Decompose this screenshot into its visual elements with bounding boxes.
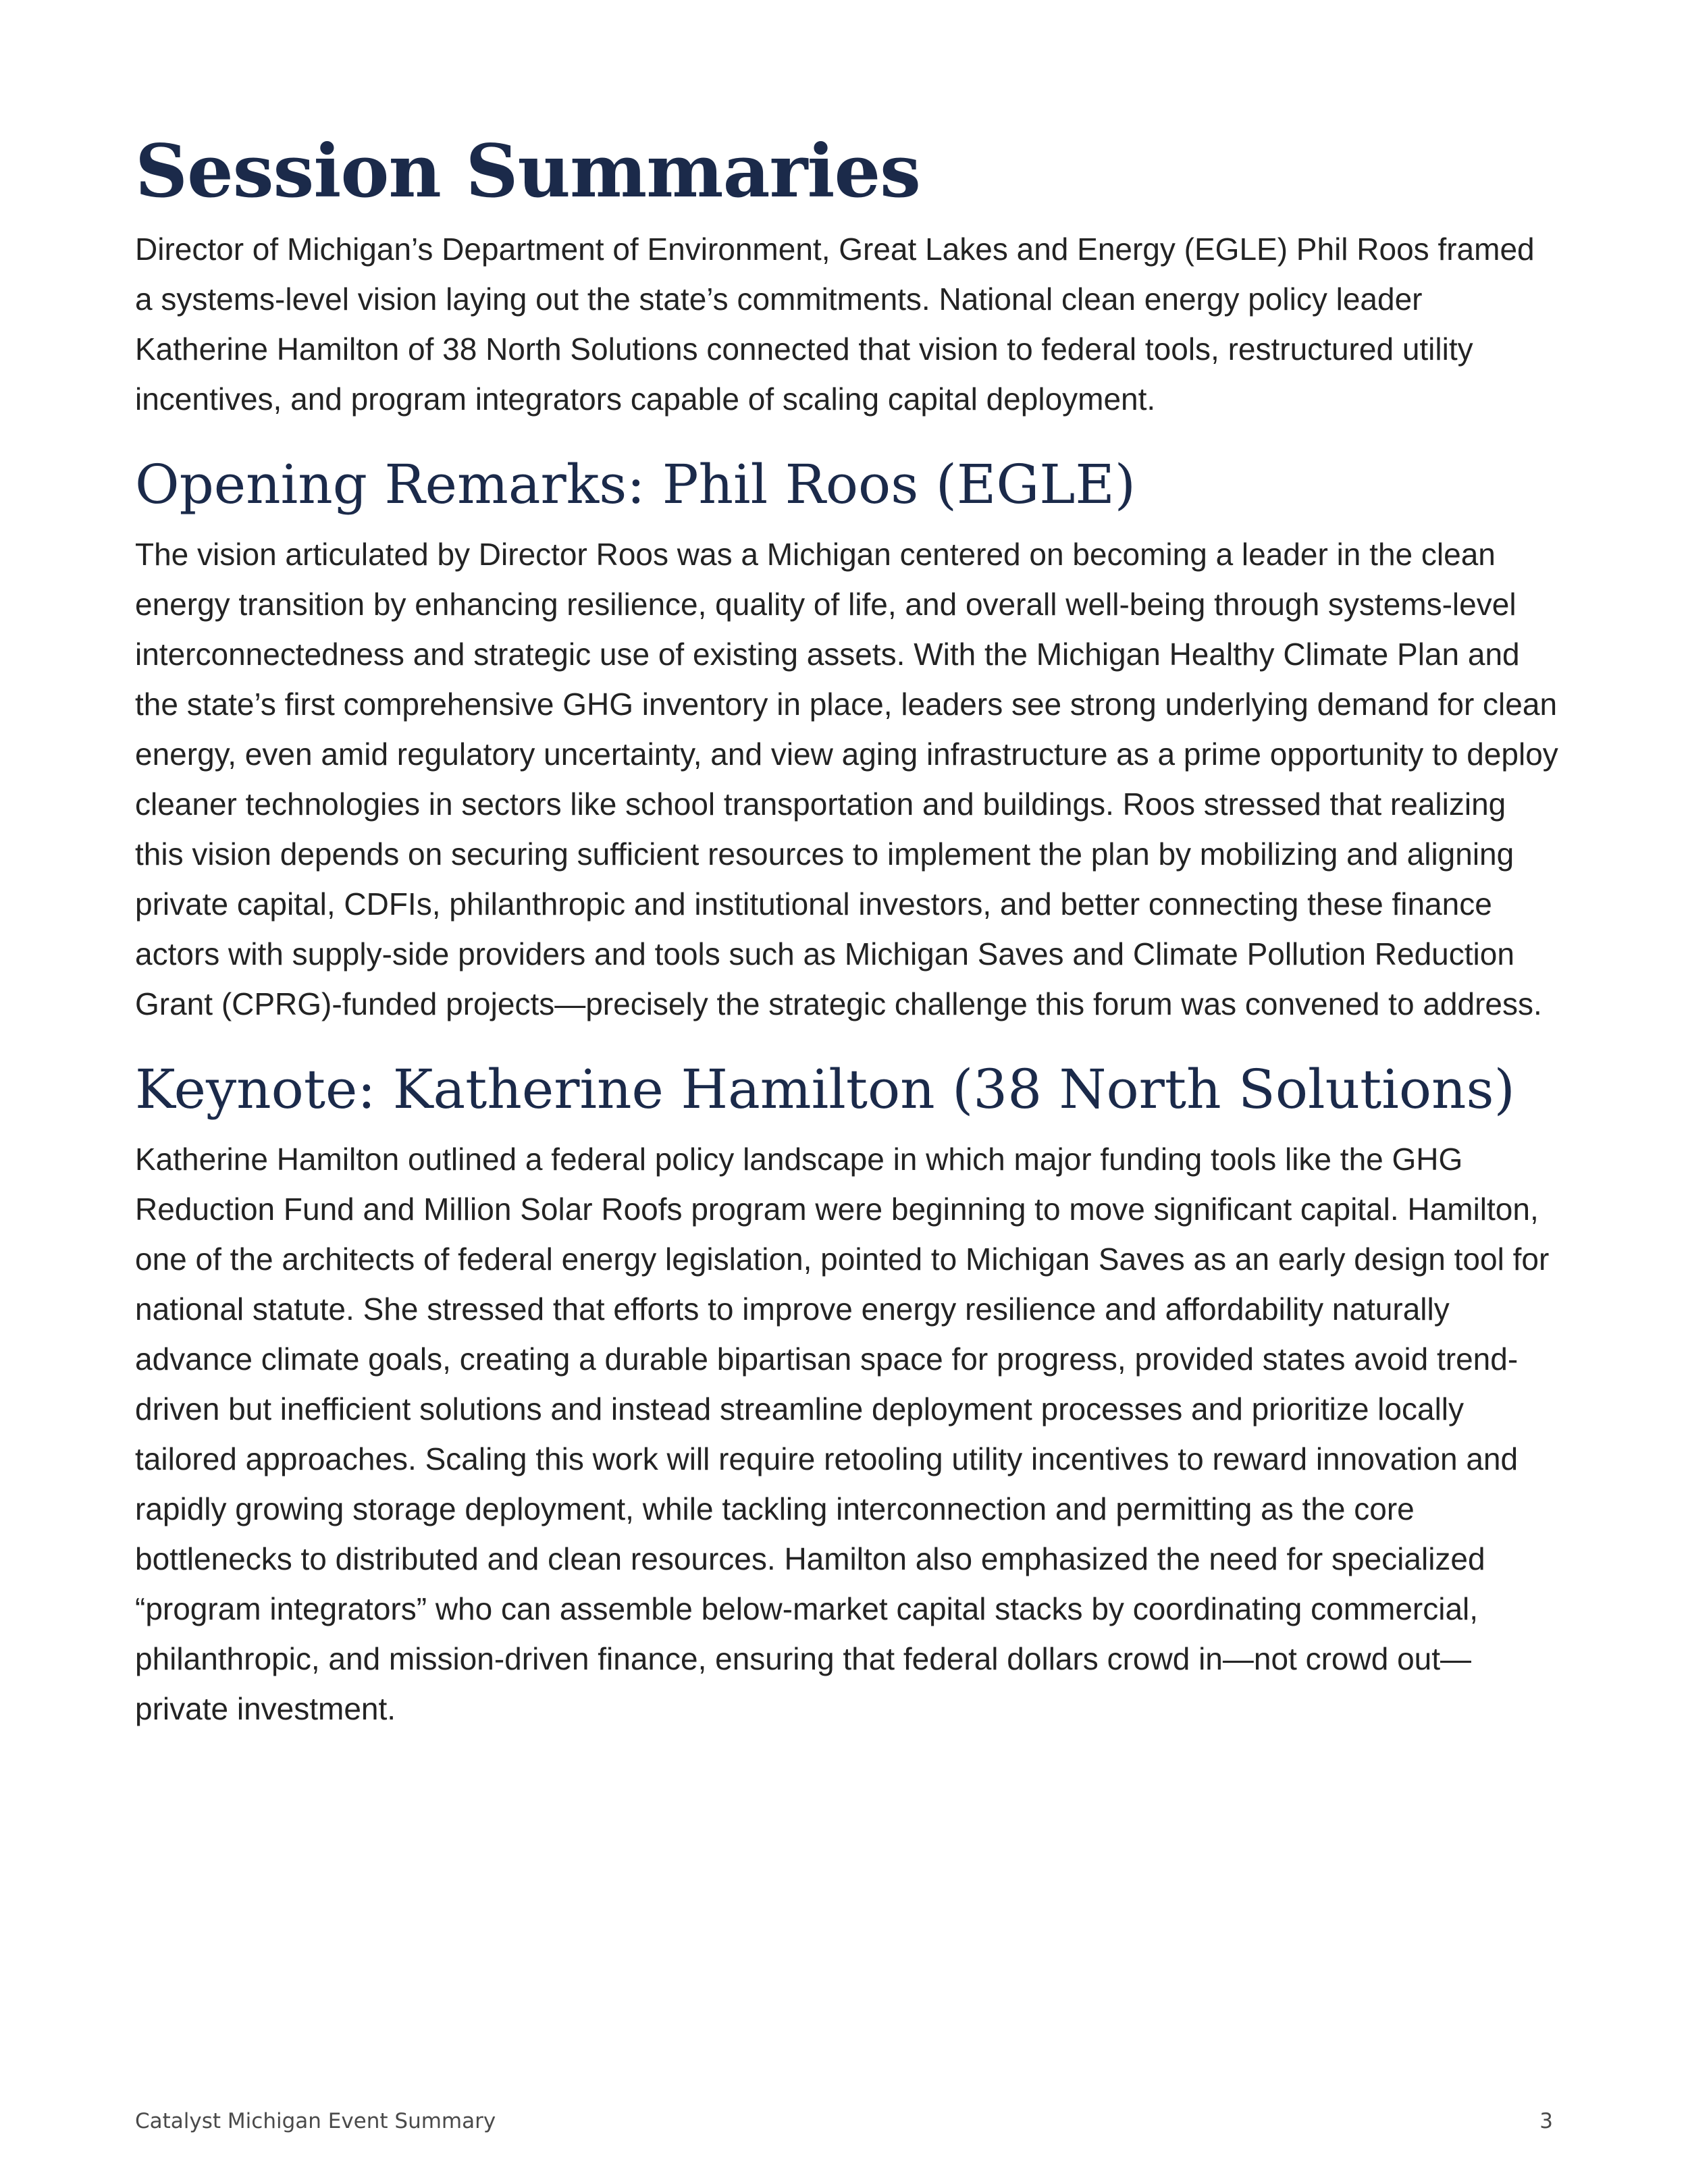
page-title: Session Summaries [135, 129, 920, 214]
footer-document-name: Catalyst Michigan Event Summary [135, 2109, 496, 2133]
section-heading-keynote: Keynote: Katherine Hamilton (38 North Solutions) [135, 1058, 1515, 1121]
page-content [135, 128, 1560, 1734]
keynote-paragraph: Katherine Hamilton outlined a federal policy landscape in which major funding tools like the GHG Reduction Fund and Million Solar Roofs program were beginning to move significant capital. Hamilton, one of the architects of federal energy legislation, pointed to Michigan Saves as an early design tool for national statute. She stressed that efforts to improve energy resilience and affordability naturally advance climate goals, creating a durable bipartisan space for progress, provided states avoid trend-driven but inefficient solutions and instead streamline deployment processes and prioritize locally tailored approaches. Scaling this work will require retooling utility incentives to reward innovation and rapidly growing storage deployment, while tackling interconnection and permitting as the core bottlenecks to distributed and clean resources. Hamilton also emphasized the need for specialized “program integrators” who can assemble below-market capital stacks by coordinating commercial, philanthropic, and mission-driven finance, ensuring that federal dollars crowd in—not crowd out—private investment. [135, 1142, 1550, 1726]
section-heading-opening-remarks: Opening Remarks: Phil Roos (EGLE) [135, 453, 1136, 516]
intro-paragraph: Director of Michigan’s Department of Environment, Great Lakes and Energy (EGLE) Phil Roos framed a systems-level vision laying out the state’s commitments. National clean energy policy leader Katherine Hamilton of 38 North Solutions connected that vision to federal tools, restructured utility incentives, and program integrators capable of scaling capital deployment. [135, 232, 1535, 417]
footer-page-number: 3 [1539, 2109, 1553, 2133]
opening-remarks-paragraph: The vision articulated by Director Roos was a Michigan centered on becoming a leader in the clean energy transition by enhancing resilience, quality of life, and overall well-being through systems-level interconnectedness and strategic use of existing assets. With the Michigan Healthy Climate Plan and the state’s first comprehensive GHG inventory in place, leaders see strong underlying demand for clean energy, even amid regulatory uncertainty, and view aging infrastructure as a prime opportunity to deploy cleaner technologies in sectors like school transportation and buildings. Roos stressed that realizing this vision depends on securing sufficient resources to implement the plan by mobilizing and aligning private capital, CDFIs, philanthropic and institutional investors, and better connecting these finance actors with supply-side providers and tools such as Michigan Saves and Climate Pollution Reduction Grant (CPRG)-funded projects—precisely the strategic challenge this forum was convened to address. [135, 537, 1558, 1021]
page-footer [135, 2108, 1553, 2135]
